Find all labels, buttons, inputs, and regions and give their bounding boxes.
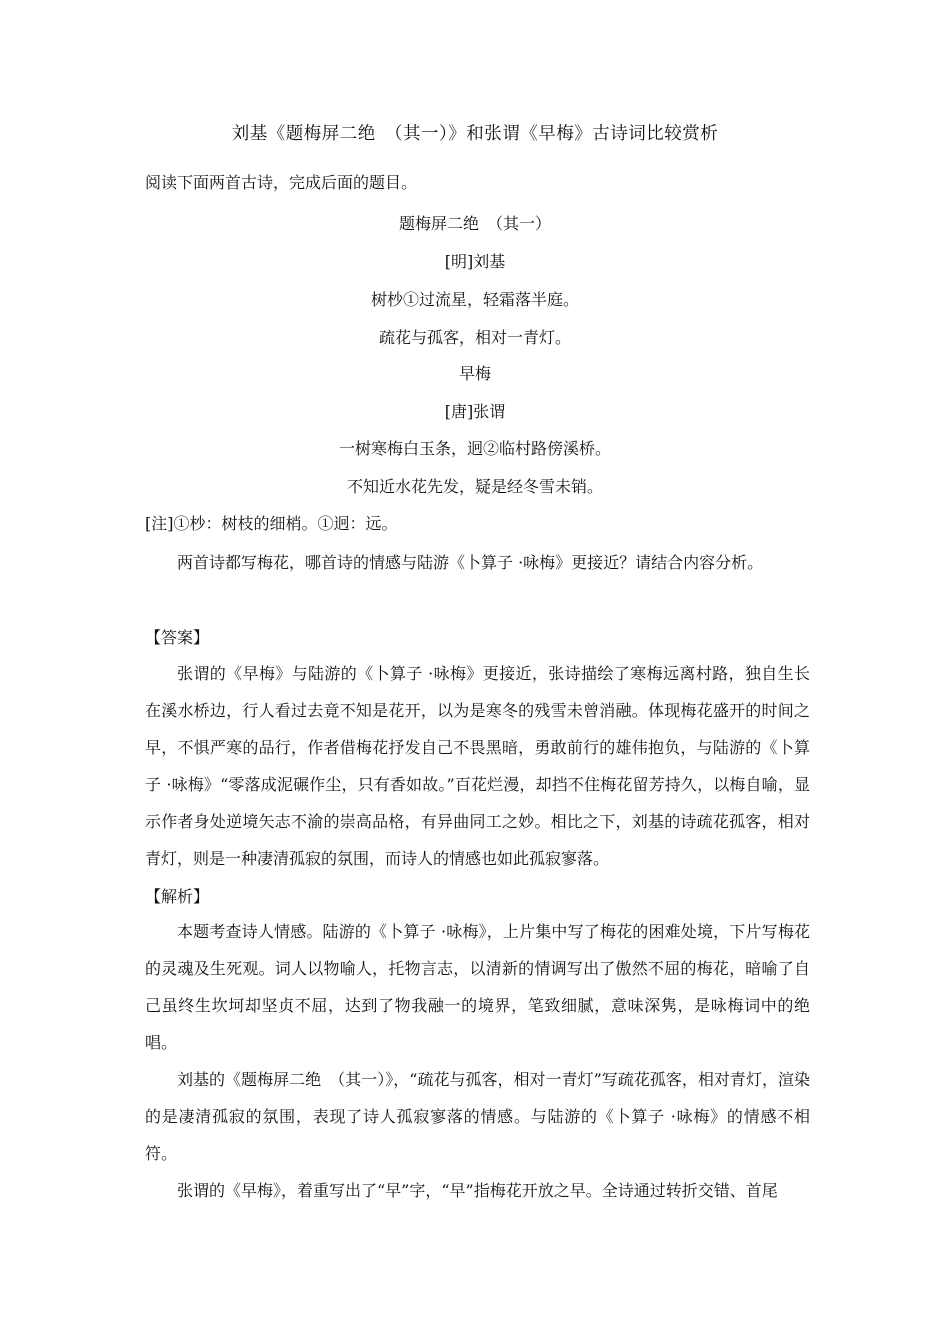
question-text: 两首诗都写梅花，哪首诗的情感与陆游《卜算子 ·咏梅》更接近？请结合内容分析。 — [177, 553, 764, 572]
analysis-paragraph-1: 本题考查诗人情感。陆游的《卜算子 ·咏梅》，上片集中写了梅花的困难处境，下片写梅花的灵魂及生死观。词人以物喻人，托物言志，以清新的情调写出了傲然不屈的梅花，暗喻了自己虽终生坎坷却坚贞不屈，达到了物我融一的境界，笔致细腻，意味深隽，是咏梅词中的绝唱。 — [145, 922, 810, 1052]
intro-text: 阅读下面两首古诗，完成后面的题目。 — [145, 173, 418, 192]
poem1-line1: 树杪①过流星，轻霜落半庭。 — [370, 290, 579, 309]
analysis-heading: 【解析】 — [145, 887, 210, 906]
answer-heading: 【答案】 — [145, 628, 210, 647]
analysis-body — [145, 913, 810, 1209]
document-title: 刘基《题梅屏二绝 （其一）》和张谓《早梅》古诗词比较赏析 — [231, 124, 719, 144]
analysis-paragraph-3: 张谓的《早梅》，着重写出了“早”字，“早”指梅花开放之早。全诗通过转折交错、首尾 — [177, 1181, 778, 1200]
answer-body — [145, 655, 810, 877]
poem1-title: 题梅屏二绝 （其一） — [398, 214, 551, 233]
poem2-line2: 不知近水花先发，疑是经冬雪未销。 — [346, 477, 603, 496]
poem2-line1: 一树寒梅白玉条，迥②临村路傍溪桥。 — [338, 439, 611, 458]
poem1-line2: 疏花与孤客，相对一青灯。 — [378, 328, 571, 347]
poem1-author: [明]刘基 — [444, 252, 506, 271]
poem2-title: 早梅 — [458, 364, 491, 383]
answer-paragraph: 张谓的《早梅》与陆游的《卜算子 ·咏梅》更接近，张诗描绘了寒梅远离村路，独自生长在溪水桥边，行人看过去竟不知是花开，以为是寒冬的残雪未曾消融。体现梅花盛开的时间之早，不惧严寒的品行，作者借梅花抒发自己不畏黑暗，勇敢前行的雄伟抱负，与陆游的《卜算子 ·咏梅》“零落成泥碾作尘，只有香如故。”百花烂漫，却挡不住梅花留芳持久，以梅自喻，显示作者身处逆境矢志不渝的崇高品格，有异曲同工之妙。相比之下，刘基的诗疏花孤客，相对青灯，则是一种凄清孤寂的氛围，而诗人的情感也如此孤寂寥落。 — [145, 664, 810, 868]
footnote: [注]①杪：树枝的细梢。①迥：远。 — [145, 514, 398, 533]
poem2-author: [唐]张谓 — [444, 402, 506, 421]
analysis-paragraph-2: 刘基的《题梅屏二绝 （其一）》，“疏花与孤客，相对一青灯”写疏花孤客，相对青灯，渲染的是凄清孤寂的氛围，表现了诗人孤寂寥落的情感。与陆游的《卜算子 ·咏梅》的情感不相符。 — [145, 1070, 810, 1163]
